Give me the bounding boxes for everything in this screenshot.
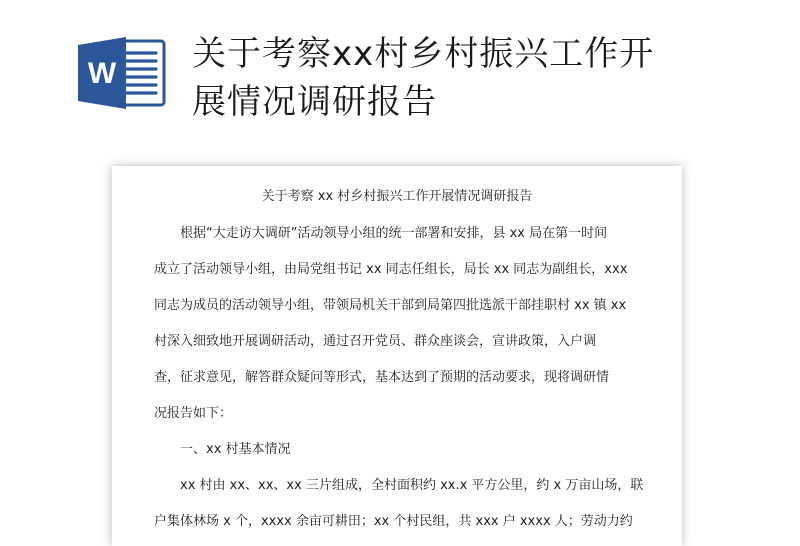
page-title-line-2: 展情况调研报告 (192, 82, 437, 122)
word-icon-letter: W (87, 57, 117, 90)
document-title: 关于考察 xx 村乡村振兴工作开展情况调研报告 (261, 189, 533, 204)
page-title-line-1: 关于考察xx村乡村振兴工作开 (192, 34, 655, 74)
document-section-heading: 一、xx 村基本情况 (154, 442, 291, 457)
document-paragraph-line: 查，征求意见，解答群众疑问等形式，基本达到了预期的活动要求，现将调研情 (154, 370, 610, 385)
document-paragraph-line: 根据“大走访大调研”活动领导小组的统一部署和安排，县 xx 局在第一时间 (154, 226, 608, 241)
document-paragraph-line: 村深入细致地开展调研活动，通过召开党员、群众座谈会，宣讲政策，入户调 (154, 334, 597, 349)
document-paragraph-line: xx 村由 xx、xx、xx 三片组成，全村面积约 xx.x 平方公里，约 x 万亩山场，联 (154, 478, 644, 493)
document-paragraph-line: 户集体林场 x 个，xxxx 余亩可耕田；xx 个村民组，共 xxx 户 xxxx 人；劳动力约 (154, 514, 633, 529)
document-paragraph-line: 况报告如下： (154, 406, 233, 421)
document-paragraph-line: 同志为成员的活动领导小组，带领局机关干部到局第四批选派干部挂职村 xx 镇 xx (154, 298, 627, 313)
page-title (192, 30, 752, 126)
document-paragraph-line: 成立了活动领导小组，由局党组书记 xx 同志任组长，局长 xx 同志为副组长，xxx (154, 262, 628, 277)
word-document-icon (78, 33, 168, 111)
document-page-preview (112, 166, 682, 546)
